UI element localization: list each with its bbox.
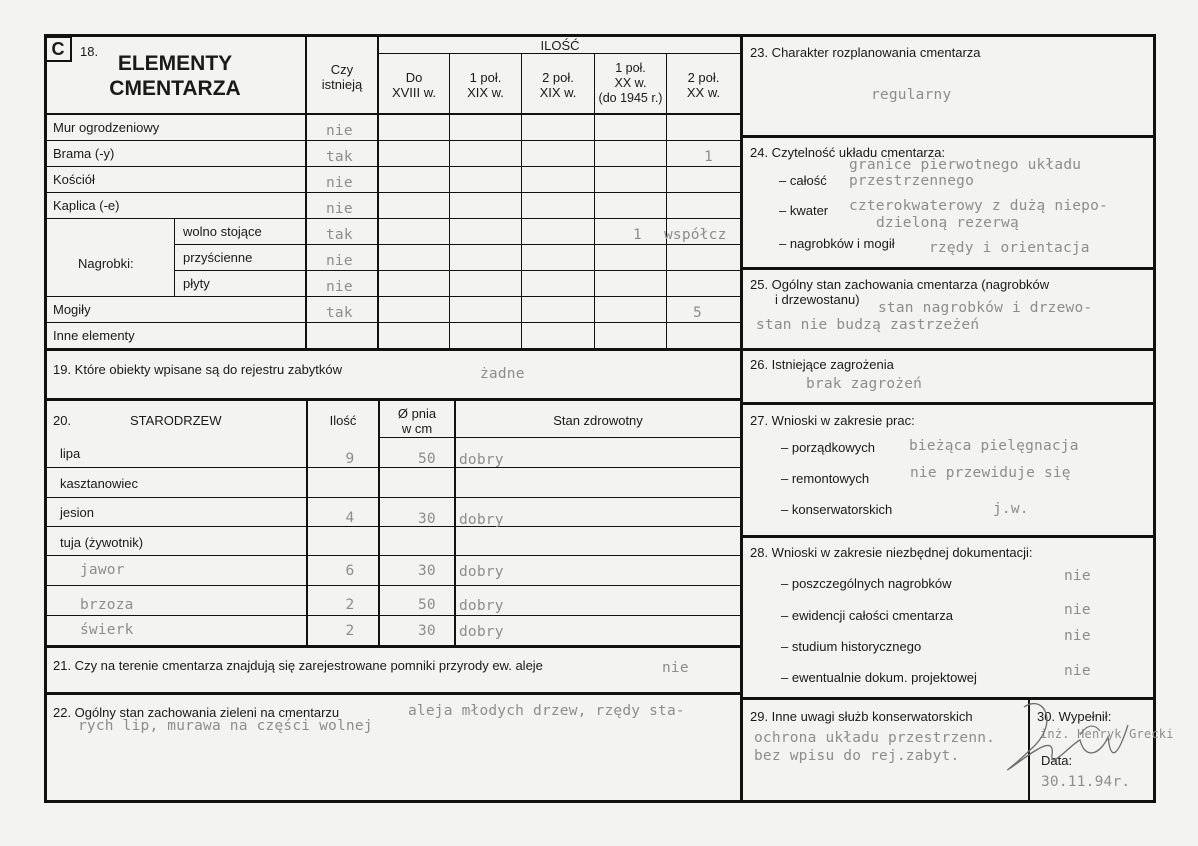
s24-nagrobkow-value: rzędy i orientacja <box>929 240 1090 256</box>
signature <box>990 695 1140 785</box>
s25-label-line1: 25. Ogólny stan zachowania cmentarza (nagrobków <box>750 277 1050 292</box>
s24-calosc-line1: granice pierwotnego układu <box>849 157 1082 173</box>
row-label-nagrobki: Nagrobki: <box>78 256 134 271</box>
s23-value: regularny <box>871 87 952 103</box>
frame-top <box>44 34 1156 37</box>
divider-19-20 <box>44 398 742 401</box>
row-label-przyscienne: przyścienne <box>183 250 253 265</box>
frame-middle <box>740 34 743 803</box>
col-header-period-4: 1 poł. XX w. (do 1945 r.) <box>598 61 663 105</box>
row-exists-kaplica: nie <box>326 201 353 217</box>
tree-diam-swierk: 30 <box>418 623 436 639</box>
s28-item-label-projektowej: – ewentualnie dokum. projektowej <box>781 670 977 685</box>
s28-item-label-nagrobkow: – poszczególnych nagrobków <box>781 576 952 591</box>
s22-label: 22. Ogólny stan zachowania zieleni na cmentarzu <box>53 705 340 720</box>
s27-item-label-remontowych: – remontowych <box>781 471 870 486</box>
s20-col-pnia: Ø pnia w cm <box>397 406 437 436</box>
row-label-wolno-stojace: wolno stojące <box>183 224 262 239</box>
section-number: 18. <box>80 44 99 59</box>
row-exists-wolno-stojace: tak <box>326 227 353 243</box>
s20-row <box>44 526 742 527</box>
s28-item-value-ewidencji: nie <box>1064 602 1091 618</box>
row-line <box>44 166 742 167</box>
col-header-exists: Czy istnieją <box>321 62 363 92</box>
tree-diam-lipa: 50 <box>418 451 436 467</box>
row-exists-mur: nie <box>326 123 353 139</box>
row-p5-mogily: 5 <box>693 305 702 321</box>
s19-value: żadne <box>480 366 525 382</box>
s20-row <box>44 585 742 586</box>
s23-label: 23. Charakter rozplanowania cmentarza <box>750 45 981 60</box>
s19-label: 19. Które obiekty wpisane są do rejestru zabytków <box>53 362 343 377</box>
s20-col-stan: Stan zdrowotny <box>553 413 643 428</box>
s21-label: 21. Czy na terenie cmentarza znajdują się zarejestrowane pomniki przyrody ew. aleje <box>53 658 543 673</box>
s27-item-label-porzadkowych: – porządkowych <box>781 440 875 455</box>
tree-qty-lipa: 9 <box>345 451 355 467</box>
s24-kwater-label: – kwater <box>779 203 829 218</box>
s30-date-label: Data: <box>1041 753 1073 768</box>
tree-qty-swierk: 2 <box>345 623 355 639</box>
row-line <box>44 140 742 141</box>
s21-value: nie <box>662 660 689 676</box>
tree-name-brzoza: brzoza <box>80 597 134 613</box>
s28-item-value-nagrobkow: nie <box>1064 568 1091 584</box>
row-line <box>44 322 742 323</box>
s20-title: STARODRZEW <box>130 413 222 428</box>
s28-item-value-studium: nie <box>1064 628 1091 644</box>
s24-label: 24. Czytelność układu cmentarza: <box>750 145 946 160</box>
s20-row <box>44 467 742 468</box>
col-header-ilosc: ILOŚĆ <box>540 38 580 53</box>
row-line <box>174 244 742 245</box>
row-exists-brama: tak <box>326 149 353 165</box>
col-header-period-3: 2 poł. XIX w. <box>539 70 577 100</box>
row-label-kosciol: Kościół <box>53 172 95 187</box>
s20-header-line <box>380 437 742 438</box>
divider-27-28 <box>741 535 1156 538</box>
s27-label: 27. Wnioski w zakresie prac: <box>750 413 915 428</box>
divider-24-25 <box>741 267 1156 270</box>
tree-state-jesion: dobry <box>459 512 504 528</box>
row-line <box>44 218 742 219</box>
s24-kwater-line2: dzieloną rezerwą <box>876 215 1019 231</box>
row-line <box>44 296 742 297</box>
s25-value-line1: stan nagrobków i drzewo- <box>878 300 1093 316</box>
s27-item-value-konserwatorskich: j.w. <box>993 501 1029 517</box>
row-exists-kosciol: nie <box>326 175 353 191</box>
s20-row <box>44 497 742 498</box>
frame-right <box>1153 34 1156 803</box>
s28-item-label-studium: – studium historycznego <box>781 639 922 654</box>
col-header-period-1: Do XVIII w. <box>391 70 437 100</box>
divider-25-26 <box>741 348 1156 351</box>
row-p4-wolno-stojace: 1 <box>633 227 642 243</box>
row-label-inne: Inne elementy <box>53 328 135 343</box>
frame-left <box>44 34 47 803</box>
tree-state-brzoza: dobry <box>459 598 504 614</box>
s29-label: 29. Inne uwagi służb konserwatorskich <box>750 709 973 724</box>
tree-state-jawor: dobry <box>459 564 504 580</box>
ilosc-line <box>377 53 742 54</box>
divider-18-19 <box>44 348 742 351</box>
s22-value-line1: aleja młodych drzew, rzędy sta- <box>408 703 685 719</box>
tree-name-kasztanowiec: kasztanowiec <box>60 476 139 491</box>
tree-name-swierk: świerk <box>80 622 134 638</box>
row-p5-brama: 1 <box>704 149 713 165</box>
s24-nagrobkow-label: – nagrobków i mogił <box>779 236 895 251</box>
divider-21-22 <box>44 692 742 695</box>
tree-qty-jawor: 6 <box>345 563 355 579</box>
row-label-brama: Brama (-y) <box>53 146 115 161</box>
s28-label: 28. Wnioski w zakresie niezbędnej dokumentacji: <box>750 545 1033 560</box>
row-label-mur: Mur ogrodzeniowy <box>53 120 160 135</box>
tree-state-lipa: dobry <box>459 452 504 468</box>
s28-item-value-projektowej: nie <box>1064 663 1091 679</box>
tree-state-swierk: dobry <box>459 624 504 640</box>
tree-qty-brzoza: 2 <box>345 597 355 613</box>
col-header-period-5: 2 poł. XX w. <box>686 70 721 100</box>
nagrobki-split <box>174 218 175 296</box>
row-line <box>174 270 742 271</box>
tree-name-tuja: tuja (żywotnik) <box>60 535 144 550</box>
s22-value-line2: rych lip, murawa na części wolnej <box>78 718 373 734</box>
row-line <box>44 192 742 193</box>
section-title-line2: CMENTARZA <box>109 77 241 100</box>
section-title-line1: ELEMENTY <box>117 52 233 75</box>
s24-calosc-label: – całość <box>779 173 827 188</box>
s24-calosc-line2: przestrzennego <box>849 173 975 189</box>
s30-label: 30. Wypełnił: <box>1037 709 1112 724</box>
tree-diam-jawor: 30 <box>418 563 436 579</box>
header-bottom-line <box>44 113 742 115</box>
s20-col-ilosc: Ilość <box>329 413 357 428</box>
s20-row <box>44 555 742 556</box>
frame-bottom <box>44 800 1156 803</box>
s25-value-line2: stan nie budzą zastrzeżeń <box>756 317 980 333</box>
col-header-period-2: 1 poł. XIX w. <box>467 70 504 100</box>
s27-item-value-remontowych: nie przewiduje się <box>910 465 1071 481</box>
row-exists-przyscienne: nie <box>326 253 353 269</box>
s28-item-label-ewidencji: – ewidencji całości cmentarza <box>781 608 953 623</box>
s30-filler: inż. Henryk Grecki <box>1040 727 1174 741</box>
row-p5-wolno-stojace: współcz <box>664 227 727 243</box>
tree-diam-jesion: 30 <box>418 511 436 527</box>
s29-value-line1: ochrona układu przestrzenn. <box>754 730 996 746</box>
row-label-kaplica: Kaplica (-e) <box>53 198 120 213</box>
section-letter-box: C <box>44 36 72 62</box>
s20-number: 20. <box>53 413 72 428</box>
divider-26-27 <box>741 402 1156 405</box>
divider-23-24 <box>741 135 1156 138</box>
tree-name-jesion: jesion <box>60 505 94 520</box>
s30-date-value: 30.11.94r. <box>1041 774 1131 790</box>
divider-20-21 <box>44 645 742 648</box>
s26-label: 26. Istniejące zagrożenia <box>750 357 894 372</box>
s26-value: brak zagrożeń <box>806 376 923 392</box>
row-exists-plyty: nie <box>326 279 353 295</box>
tree-diam-brzoza: 50 <box>418 597 436 613</box>
s25-label-line2: i drzewostanu) <box>775 292 860 307</box>
s27-item-label-konserwatorskich: – konserwatorskich <box>781 502 893 517</box>
row-exists-mogily: tak <box>326 305 353 321</box>
row-label-plyty: płyty <box>183 276 210 291</box>
tree-qty-jesion: 4 <box>345 510 355 526</box>
row-label-mogily: Mogiły <box>53 302 91 317</box>
tree-name-lipa: lipa <box>60 446 81 461</box>
tree-name-jawor: jawor <box>80 562 125 578</box>
s27-item-value-porzadkowych: bieżąca pielęgnacja <box>909 438 1079 454</box>
s29-value-line2: bez wpisu do rej.zabyt. <box>754 748 960 764</box>
s20-row <box>44 615 742 616</box>
s24-kwater-line1: czterokwaterowy z dużą niepo- <box>849 198 1108 214</box>
